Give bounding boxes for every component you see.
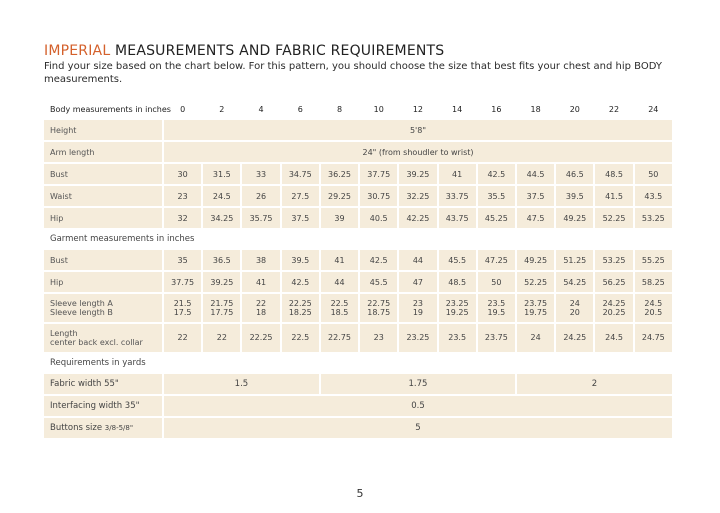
size-header: 6 (297, 104, 303, 114)
sleeve-cell (517, 294, 554, 322)
size-header: 20 (569, 104, 580, 114)
sleeve-b-value: 18.25 (288, 308, 312, 317)
body-row (44, 164, 672, 184)
size-header: 4 (258, 104, 264, 114)
measurement-cell: 42.25 (399, 208, 436, 228)
arm-length-value: 24" (from shoudler to wrist) (164, 142, 672, 162)
measurement-cell: 33.75 (439, 186, 476, 206)
buttons-row (44, 418, 672, 438)
measurement-cell: 39.25 (399, 164, 436, 184)
measurement-cell: 42.5 (360, 250, 397, 270)
sleeve-b-value: 18.75 (367, 308, 391, 317)
sleeve-a-value: 23.5 (487, 298, 506, 308)
measurement-cell: 41.5 (595, 186, 632, 206)
measurement-cell: 48.5 (595, 164, 632, 184)
sleeve-b-value: 19.75 (524, 308, 548, 317)
sleeve-a-value: 23.25 (445, 298, 469, 308)
measurement-cell: 26 (242, 186, 279, 206)
sleeve-a-value: 24 (569, 298, 580, 308)
measurement-cell: 22 (164, 324, 201, 352)
measurement-cell: 51.25 (556, 250, 593, 270)
sleeve-b-value: 17.75 (210, 308, 234, 317)
size-header: 10 (373, 104, 384, 114)
measurement-cell: 46.5 (556, 164, 593, 184)
measurement-cell: 45.5 (439, 250, 476, 270)
row-label: Height (44, 120, 162, 140)
measurement-cell: 23.75 (478, 324, 515, 352)
measurement-cell: 35.5 (478, 186, 515, 206)
row-label: Arm length (44, 142, 162, 162)
measurement-cell: 38 (242, 250, 279, 270)
sleeve-cell (321, 294, 358, 322)
row-label (44, 294, 162, 322)
row-label (44, 418, 162, 438)
row-label: Hip (44, 272, 162, 292)
size-header: 18 (530, 104, 541, 114)
sleeve-b-value: 20 (569, 308, 580, 317)
sleeve-cell (595, 294, 632, 322)
measurement-cell: 41 (242, 272, 279, 292)
sleeve-cell (439, 294, 476, 322)
measurement-cell: 27.5 (282, 186, 319, 206)
measurement-cell: 35.75 (242, 208, 279, 228)
measurement-cell: 30 (164, 164, 201, 184)
sleeve-a-value: 23.75 (524, 298, 548, 308)
intro-text: Find your size based on the chart below. For this pattern, you should choose the size that best fits your chest and hip BODY measurements. (44, 61, 662, 85)
measurement-cell: 36.25 (321, 164, 358, 184)
measurement-cell: 24.5 (203, 186, 240, 206)
sleeve-b-value: 18.5 (330, 308, 349, 317)
measurement-cell: 37.75 (360, 164, 397, 184)
size-header: 12 (412, 104, 424, 114)
measurement-cell: 41 (321, 250, 358, 270)
measurement-cell: 49.25 (556, 208, 593, 228)
measurement-cell: 24.75 (635, 324, 672, 352)
sleeve-a-value: 22.75 (367, 298, 391, 308)
size-header: 0 (180, 104, 186, 114)
measurement-cell: 43.5 (635, 186, 672, 206)
garment-row (44, 272, 672, 292)
page-number: 5 (356, 487, 364, 500)
sleeve-b-value: 20.25 (602, 308, 626, 317)
measurement-cell: 44 (399, 250, 436, 270)
row-label: Bust (44, 164, 162, 184)
sleeve-cell (164, 294, 201, 322)
measurement-cell: 24 (517, 324, 554, 352)
measurement-cell: 40.5 (360, 208, 397, 228)
measurement-cell: 54.25 (556, 272, 593, 292)
measurement-cell: 53.25 (595, 250, 632, 270)
measurement-cell: 44 (321, 272, 358, 292)
measurement-cell: 35 (164, 250, 201, 270)
fabric-yardage-cell: 1.5 (164, 374, 319, 394)
sleeve-cell (399, 294, 436, 322)
size-header-row (44, 100, 672, 118)
height-row (44, 120, 672, 140)
garment-row (44, 250, 672, 270)
measurement-cell: 52.25 (595, 208, 632, 228)
height-value: 5'8" (164, 120, 672, 140)
size-header: 22 (608, 104, 620, 114)
measurement-cell: 48.5 (439, 272, 476, 292)
measurement-cell: 22.5 (282, 324, 319, 352)
sleeve-b-value: 18 (255, 308, 267, 317)
measurement-cell: 37.5 (517, 186, 554, 206)
measurement-cell: 53.25 (635, 208, 672, 228)
measurement-cell: 52.25 (517, 272, 554, 292)
size-header: 24 (648, 104, 659, 114)
sleeve-a-value: 22 (255, 298, 267, 308)
requirements-section-row (44, 354, 672, 372)
measurement-cell: 34.25 (203, 208, 240, 228)
buttons-count-cell: 5 (164, 418, 672, 438)
row-label: Bust (44, 250, 162, 270)
measurement-cell: 45.25 (478, 208, 515, 228)
measurement-cell: 44.5 (517, 164, 554, 184)
fabric-yardage-cell: 1.75 (321, 374, 515, 394)
measurement-cell: 22.25 (242, 324, 279, 352)
sleeve-cell (203, 294, 240, 322)
measurement-cell: 39 (321, 208, 358, 228)
garment-section-row (44, 230, 672, 248)
measurement-cell: 42.5 (478, 164, 515, 184)
buttons-label: Buttons size (50, 423, 105, 433)
measurement-cell: 47 (399, 272, 436, 292)
size-header: 16 (491, 104, 502, 114)
sleeve-a-label: Sleeve length A (50, 298, 113, 308)
interfacing-yardage-cell: 0.5 (164, 396, 672, 416)
sleeve-cell (556, 294, 593, 322)
row-label: Interfacing width 35" (44, 396, 162, 416)
sleeve-cell (478, 294, 515, 322)
requirements-header: Requirements in yards (50, 358, 146, 368)
sleeve-a-value: 22.5 (330, 298, 349, 308)
sleeve-cell (635, 294, 672, 322)
size-header: 8 (336, 104, 343, 114)
measurement-cell: 36.5 (203, 250, 240, 270)
interfacing-row (44, 396, 672, 416)
fabric-yardage-cell: 2 (517, 374, 672, 394)
measurement-cell: 42.5 (282, 272, 319, 292)
measurement-cell: 37.5 (282, 208, 319, 228)
measurement-cell: 23.25 (399, 324, 436, 352)
body-row (44, 186, 672, 206)
sleeve-b-value: 17.5 (173, 308, 192, 317)
fabric-row (44, 374, 672, 394)
measurement-cell: 39.25 (203, 272, 240, 292)
sleeve-cell (360, 294, 397, 322)
measurement-cell: 32 (164, 208, 201, 228)
row-label: Fabric width 55" (44, 374, 162, 394)
body-row (44, 208, 672, 228)
measurement-cell: 24.5 (595, 324, 632, 352)
sleeve-a-value: 24.5 (644, 298, 663, 308)
measurement-cell: 24.25 (556, 324, 593, 352)
sleeve-cell (242, 294, 279, 322)
sleeve-b-value: 20.5 (644, 308, 663, 317)
title-rest: MEASUREMENTS AND FABRIC REQUIREMENTS (110, 43, 445, 59)
measurement-cell: 50 (478, 272, 515, 292)
measurement-cell: 49.25 (517, 250, 554, 270)
measurement-cell: 23 (360, 324, 397, 352)
size-header: 14 (452, 104, 463, 114)
measurement-cell: 45.5 (360, 272, 397, 292)
sleeve-b-value: 19 (412, 308, 424, 317)
measurement-cell: 55.25 (635, 250, 672, 270)
measurement-cell: 41 (439, 164, 476, 184)
title-accent: IMPERIAL (44, 43, 111, 59)
measurement-cell: 56.25 (595, 272, 632, 292)
measurement-cell: 50 (635, 164, 672, 184)
sleeve-a-value: 21.75 (210, 298, 234, 308)
row-label: Hip (44, 208, 162, 228)
size-header: 2 (219, 104, 225, 114)
sleeve-a-value: 24.25 (602, 298, 626, 308)
measurement-cell: 34.75 (282, 164, 319, 184)
buttons-size-label: 3/8-5/8" (104, 424, 134, 432)
measurement-cell: 37.75 (164, 272, 201, 292)
sleeve-b-label: Sleeve length B (50, 308, 113, 317)
measurement-cell: 31.5 (203, 164, 240, 184)
length-sublabel: center back excl. collar (50, 338, 143, 347)
measurement-cell: 22.75 (321, 324, 358, 352)
measurement-cell: 23.5 (439, 324, 476, 352)
sleeve-a-value: 22.25 (288, 298, 312, 308)
measurement-cell: 33 (242, 164, 279, 184)
measurement-cell: 22 (203, 324, 240, 352)
measurement-cell: 58.25 (635, 272, 672, 292)
arm-length-row (44, 142, 672, 162)
measurement-cell: 29.25 (321, 186, 358, 206)
length-label: Length (50, 328, 78, 338)
sleeve-b-value: 19.5 (487, 308, 506, 317)
sleeve-cell (282, 294, 319, 322)
sleeve-b-value: 19.25 (445, 308, 469, 317)
page-title (44, 43, 444, 59)
measurement-cell: 32.25 (399, 186, 436, 206)
sleeve-a-value: 21.5 (173, 298, 192, 308)
body-measurements-header: Body measurements in inches (50, 104, 171, 114)
measurement-cell: 43.75 (439, 208, 476, 228)
measurement-cell: 47.5 (517, 208, 554, 228)
measurement-cell: 30.75 (360, 186, 397, 206)
measurement-cell: 47.25 (478, 250, 515, 270)
sleeve-row (44, 294, 672, 322)
measurement-cell: 39.5 (556, 186, 593, 206)
row-label (44, 324, 162, 352)
length-row (44, 324, 672, 352)
measurement-cell: 23 (164, 186, 201, 206)
garment-measurements-header: Garment measurements in inches (50, 234, 195, 244)
measurement-cell: 39.5 (282, 250, 319, 270)
row-label: Waist (44, 186, 162, 206)
sleeve-a-value: 23 (412, 298, 424, 308)
size-chart (42, 98, 674, 440)
